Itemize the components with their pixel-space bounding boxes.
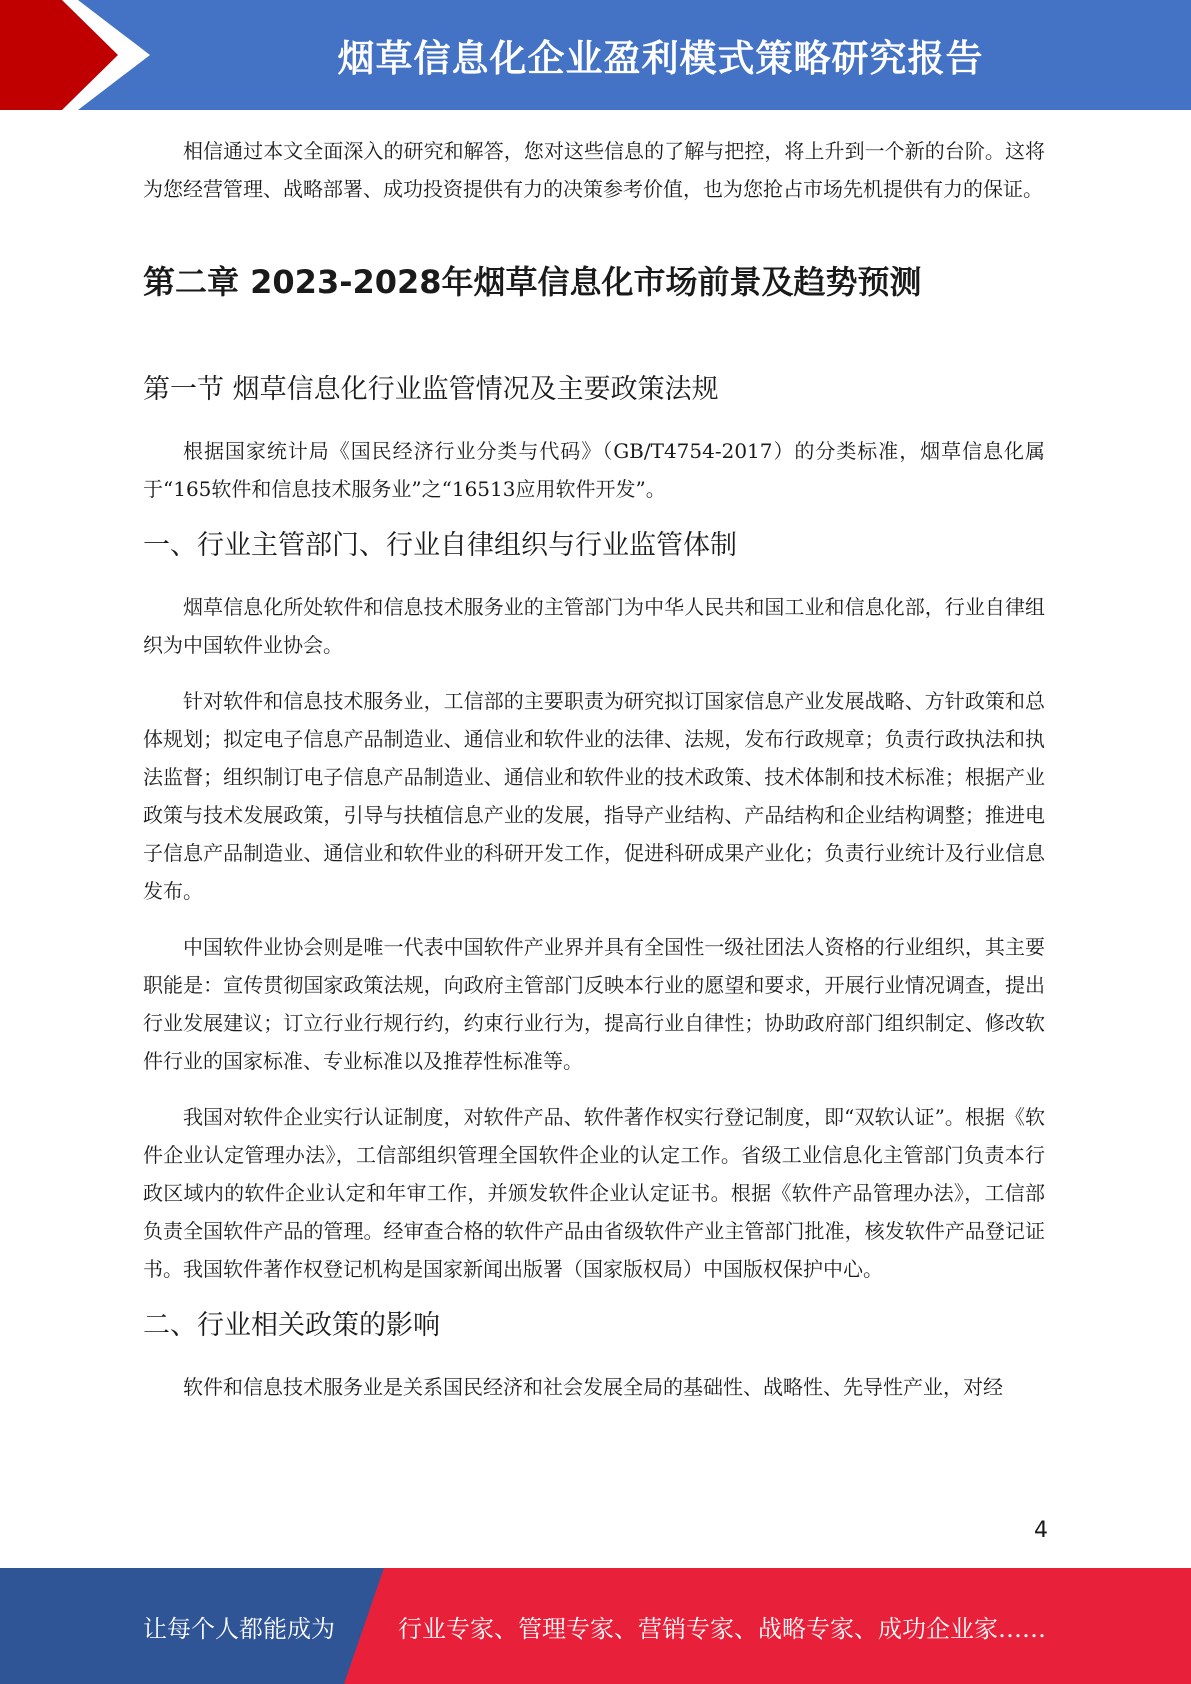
paragraph: 针对软件和信息技术服务业，工信部的主要职责为研究拟订国家信息产业发展战略、方针政策和总体规划；拟定电子信息产品制造业、通信业和软件业的法律、法规，发布行政规章；负责行政执法和执法监督；组织制订电子信息产品制造业、通信业和软件业的技术政策、技术体制和技术标准；根据产业政策与技术发展政策，引导与扶植信息产业的发展，指导产业结构、产品结构和企业结构调整；推进电子信息产品制造业、通信业和软件业的科研开发工作，促进科研成果产业化；负责行业统计及行业信息发布。 xyxy=(143,689,1045,903)
footer-slogan-left: 让每个人都能成为 xyxy=(143,1614,335,1643)
page-number: 4 xyxy=(1034,1518,1048,1543)
paragraph: 烟草信息化所处软件和信息技术服务业的主管部门为中华人民共和国工业和信息化部，行业自律组织为中国软件业协会。 xyxy=(143,595,1045,657)
footer-slogan-right: 行业专家、管理专家、营销专家、战略专家、成功企业家…… xyxy=(398,1614,1046,1643)
report-title: 烟草信息化企业盈利模式策略研究报告 xyxy=(337,37,984,80)
chapter-heading: 第二章 2023-2028年烟草信息化市场前景及趋势预测 xyxy=(143,263,922,301)
paragraph: 中国软件业协会则是唯一代表中国软件产业界并具有全国性一级社团法人资格的行业组织，其主要职能是：宣传贯彻国家政策法规，向政府主管部门反映本行业的愿望和要求，开展行业情况调查，提出行业发展建议；订立行业行规行约，约束行业行为，提高行业自律性；协助政府部门组织制定、修改软件行业的国家标准、专业标准以及推荐性标准等。 xyxy=(143,935,1045,1073)
section-heading: 第一节 烟草信息化行业监管情况及主要政策法规 xyxy=(143,374,719,405)
page-body xyxy=(143,132,1045,1406)
page-footer xyxy=(0,1568,1191,1684)
header-arrow-decoration xyxy=(0,0,160,110)
page-header xyxy=(0,0,1191,110)
header-red-block xyxy=(0,0,118,110)
subsection-heading-1: 一、行业主管部门、行业自律组织与行业监管体制 xyxy=(143,530,737,561)
paragraph: 我国对软件企业实行认证制度，对软件产品、软件著作权实行登记制度，即“双软认证”。根据《软件企业认定管理办法》，工信部组织管理全国软件企业的认定工作。省级工业信息化主管部门负责本行政区域内的软件企业认定和年审工作，并颁发软件企业认定证书。根据《软件产品管理办法》，工信部负责全国软件产品的管理。经审查合格的软件产品由省级软件产业主管部门批准，核发软件产品登记证书。我国软件著作权登记机构是国家新闻出版署（国家版权局）中国版权保护中心。 xyxy=(143,1105,1045,1281)
subsection-heading-2: 二、行业相关政策的影响 xyxy=(143,1310,440,1341)
section-paragraph: 根据国家统计局《国民经济行业分类与代码》（GB/T4754-2017）的分类标准，烟草信息化属于“165软件和信息技术服务业”之“16513应用软件开发”。 xyxy=(143,439,1045,501)
paragraph: 软件和信息技术服务业是关系国民经济和社会发展全局的基础性、战略性、先导性产业，对经 xyxy=(183,1375,1003,1399)
intro-paragraph: 相信通过本文全面深入的研究和解答，您对这些信息的了解与把控，将上升到一个新的台阶。这将为您经营管理、战略部署、成功投资提供有力的决策参考价值，也为您抢占市场先机提供有力的保证。 xyxy=(143,139,1045,201)
